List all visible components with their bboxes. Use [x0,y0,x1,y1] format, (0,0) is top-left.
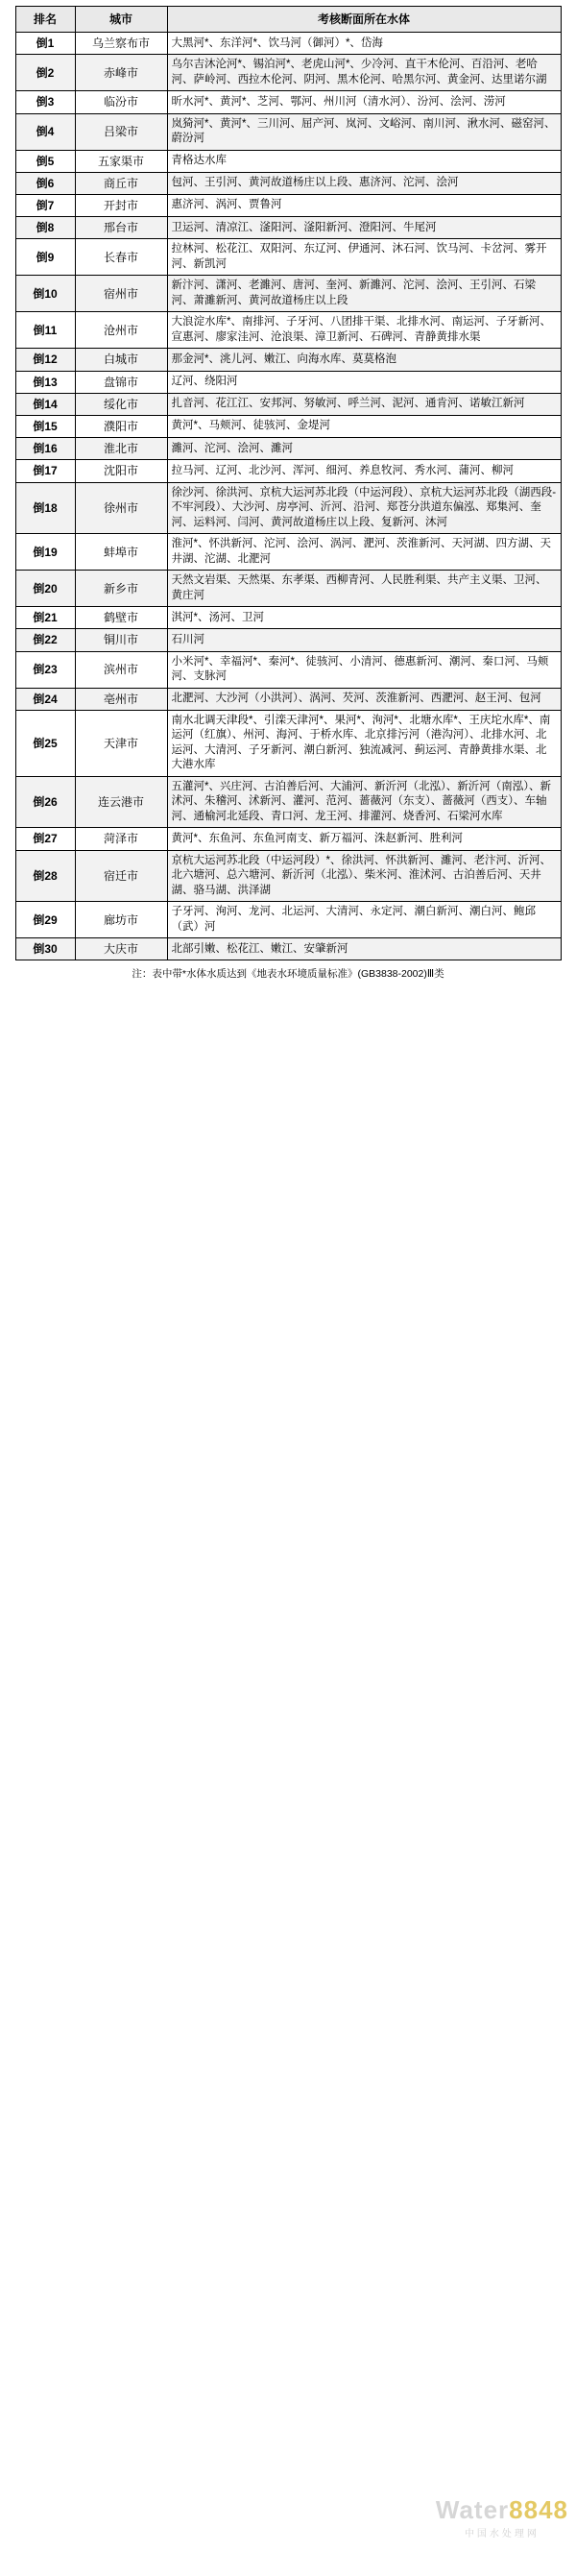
table-row [15,349,561,371]
cell-water-bodies: 大黑河*、东洋河*、饮马河（御河）*、岱海 [167,33,561,55]
cell-rank: 倒29 [15,902,75,938]
cell-city: 亳州市 [75,688,167,710]
cell-rank: 倒8 [15,217,75,239]
table-row [15,828,561,850]
table-row [15,460,561,482]
cell-water-bodies: 大浪淀水库*、南排河、子牙河、八团排干渠、北排水河、南运河、子牙新河、宣惠河、廖家洼河、沧浪渠、漳卫新河、石碑河、青静黄排水渠 [167,312,561,349]
cell-water-bodies: 小米河*、幸福河*、秦河*、徒骇河、小清河、德惠新河、潮河、秦口河、马颊河、支脉河 [167,651,561,688]
cell-city: 天津市 [75,710,167,776]
cell-water-bodies: 淇河*、汤河、卫河 [167,607,561,629]
cell-water-bodies: 拉马河、辽河、北沙河、浑河、细河、养息牧河、秀水河、蒲河、柳河 [167,460,561,482]
cell-rank: 倒11 [15,312,75,349]
cell-city: 开封市 [75,195,167,217]
cell-water-bodies: 新汴河、潇河、老濉河、唐河、奎河、新濉河、沱河、浍河、王引河、石梁河、萧濉新河、黄河故道杨庄以上段 [167,276,561,312]
cell-water-bodies: 黄河*、马颊河、徒骇河、金堤河 [167,416,561,438]
cell-water-bodies: 包河、王引河、黄河故道杨庄以上段、惠济河、沱河、浍河 [167,172,561,194]
cell-rank: 倒22 [15,629,75,651]
cell-city: 滨州市 [75,651,167,688]
cell-city: 沧州市 [75,312,167,349]
table-row [15,938,561,960]
cell-rank: 倒2 [15,55,75,91]
cell-rank: 倒9 [15,239,75,276]
cell-rank: 倒3 [15,91,75,113]
table-row [15,217,561,239]
table-body [15,33,561,960]
cell-city: 沈阳市 [75,460,167,482]
cell-city: 大庆市 [75,938,167,960]
cell-city: 白城市 [75,349,167,371]
table-row [15,239,561,276]
table-row [15,710,561,776]
watermark-sub: 中国水处理网 [464,2529,540,2540]
table-row [15,902,561,938]
cell-rank: 倒30 [15,938,75,960]
cell-city: 商丘市 [75,172,167,194]
cell-city: 新乡市 [75,571,167,607]
cell-rank: 倒5 [15,150,75,172]
cell-city: 濮阳市 [75,416,167,438]
cell-water-bodies: 南水北调天津段*、引滦天津河*、果河*、洵河*、北塘水库*、王庆坨水库*、南运河（红旗）、州河、海河、于桥水库、北京排污河（港沟河）、北排水河、北运河、大清河、子牙新河、潮白新河、独流减河、蓟运河、青静黄排水渠、北大港水库 [167,710,561,776]
cell-city: 宿州市 [75,276,167,312]
watermark [436,2495,568,2540]
cell-rank: 倒6 [15,172,75,194]
cell-rank: 倒28 [15,850,75,902]
cell-water-bodies: 天然文岩渠、天然渠、东孝渠、西柳青河、人民胜利渠、共产主义渠、卫河、黄庄河 [167,571,561,607]
cell-water-bodies: 昕水河*、黄河*、芝河、鄂河、州川河（清水河）、汾河、浍河、涝河 [167,91,561,113]
cell-water-bodies: 乌尔吉沐沦河*、锡泊河*、老虎山河*、少冷河、直干木伦河、百沿河、老哈河、萨岭河、西拉木伦河、阴河、黑木伦河、哈黑尔河、黄金河、达里诺尔湖 [167,55,561,91]
table-row [15,91,561,113]
table-row [15,55,561,91]
cell-city: 菏泽市 [75,828,167,850]
table-row [15,607,561,629]
cell-water-bodies: 濉河、沱河、浍河、濉河 [167,438,561,460]
cell-rank: 倒13 [15,371,75,393]
table-row [15,150,561,172]
table-row [15,482,561,534]
cell-rank: 倒26 [15,776,75,828]
table-row [15,776,561,828]
cell-rank: 倒15 [15,416,75,438]
table-row [15,393,561,415]
cell-water-bodies: 那金河*、洮儿河、嫩江、向海水库、莫莫格泡 [167,349,561,371]
table-row [15,651,561,688]
cell-rank: 倒16 [15,438,75,460]
water-quality-rank-table [15,6,562,960]
cell-water-bodies: 青格达水库 [167,150,561,172]
cell-city: 临汾市 [75,91,167,113]
table-row [15,172,561,194]
cell-water-bodies: 北部引嫩、松花江、嫩江、安肇新河 [167,938,561,960]
cell-water-bodies: 徐沙河、徐洪河、京杭大运河苏北段（中运河段）、京杭大运河苏北段（湖西段-不牢河段）、大沙河、房亭河、沂河、沿河、郑苍分洪道东偏泓、郑集河、奎河、运料河、闫河、黄河故道杨庄以上段、复新河、沐河 [167,482,561,534]
cell-city: 铜川市 [75,629,167,651]
cell-water-bodies: 五灌河*、兴庄河、古泊善后河、大浦河、新沂河（北泓）、新沂河（南泓）、新沭河、朱稽河、沭新河、灌河、范河、蔷薇河（东支）、蔷薇河（西支）、车轴河、通榆河北延段、青口河、龙王河、排灌河、烧香河、石梁河水库 [167,776,561,828]
cell-rank: 倒12 [15,349,75,371]
cell-city: 连云港市 [75,776,167,828]
cell-rank: 倒27 [15,828,75,850]
cell-water-bodies: 惠济河、涡河、贾鲁河 [167,195,561,217]
cell-rank: 倒10 [15,276,75,312]
table-row [15,534,561,571]
cell-city: 五家渠市 [75,150,167,172]
cell-city: 蚌埠市 [75,534,167,571]
cell-city: 淮北市 [75,438,167,460]
cell-water-bodies: 黄河*、东鱼河、东鱼河南支、新万福河、洙赵新河、胜利河 [167,828,561,850]
column-header-rank: 排名 [15,7,75,33]
cell-water-bodies: 子牙河、洵河、龙河、北运河、大清河、永定河、潮白新河、潮白河、鲍邱（武）河 [167,902,561,938]
cell-city: 宿迁市 [75,850,167,902]
cell-city: 吕梁市 [75,113,167,150]
table-row [15,416,561,438]
column-header-water: 考核断面所在水体 [167,7,561,33]
cell-water-bodies: 北淝河、大沙河（小洪河）、涡河、芡河、茨淮新河、西淝河、赵王河、包河 [167,688,561,710]
cell-rank: 倒23 [15,651,75,688]
table-row [15,312,561,349]
cell-rank: 倒4 [15,113,75,150]
cell-city: 鹤壁市 [75,607,167,629]
cell-water-bodies: 卫运河、清凉江、滏阳河、滏阳新河、澄阳河、牛尾河 [167,217,561,239]
cell-city: 赤峰市 [75,55,167,91]
table-row [15,629,561,651]
cell-rank: 倒14 [15,393,75,415]
table-header [15,7,561,33]
table-row [15,195,561,217]
cell-water-bodies: 扎音河、花江江、安邦河、努敏河、呼兰河、泥河、通肯河、诺敏江新河 [167,393,561,415]
table-row [15,571,561,607]
watermark-text: Water [435,2495,510,2524]
cell-city: 廊坊市 [75,902,167,938]
table-row [15,438,561,460]
watermark-accent: 8848 [509,2495,568,2524]
cell-rank: 倒19 [15,534,75,571]
cell-water-bodies: 石川河 [167,629,561,651]
cell-water-bodies: 京杭大运河苏北段（中运河段）*、徐洪河、怀洪新河、濉河、老汴河、沂河、北六塘河、总六塘河、新沂河（北泓）、柴米河、淮沭河、古泊善后河、天井湖、骆马湖、洪泽湖 [167,850,561,902]
table-header-row [15,7,561,33]
cell-water-bodies: 淮河*、怀洪新河、沱河、浍河、涡河、淝河、茨淮新河、天河湖、四方湖、天井湖、沱湖、北淝河 [167,534,561,571]
table-row [15,850,561,902]
cell-water-bodies: 岚猗河*、黄河*、三川河、屈产河、岚河、文峪河、南川河、湫水河、磁窑河、蔚汾河 [167,113,561,150]
column-header-city: 城市 [75,7,167,33]
cell-rank: 倒17 [15,460,75,482]
table-note: 注：表中带*水体水质达到《地表水环境质量标准》(GB3838-2002)Ⅲ类 [132,968,444,981]
cell-rank: 倒20 [15,571,75,607]
cell-city: 邢台市 [75,217,167,239]
cell-city: 徐州市 [75,482,167,534]
table-row [15,276,561,312]
cell-rank: 倒24 [15,688,75,710]
cell-city: 绥化市 [75,393,167,415]
cell-city: 盘锦市 [75,371,167,393]
table-row [15,113,561,150]
cell-city: 长春市 [75,239,167,276]
table-row [15,371,561,393]
cell-city: 乌兰察布市 [75,33,167,55]
cell-rank: 倒25 [15,710,75,776]
cell-water-bodies: 辽河、绕阳河 [167,371,561,393]
table-row [15,33,561,55]
rank-table-page [0,6,576,982]
cell-rank: 倒21 [15,607,75,629]
table-row [15,688,561,710]
cell-rank: 倒1 [15,33,75,55]
cell-rank: 倒7 [15,195,75,217]
cell-water-bodies: 拉林河、松花江、双阳河、东辽河、伊通河、沐石河、饮马河、卡岔河、雾开河、新凯河 [167,239,561,276]
cell-rank: 倒18 [15,482,75,534]
